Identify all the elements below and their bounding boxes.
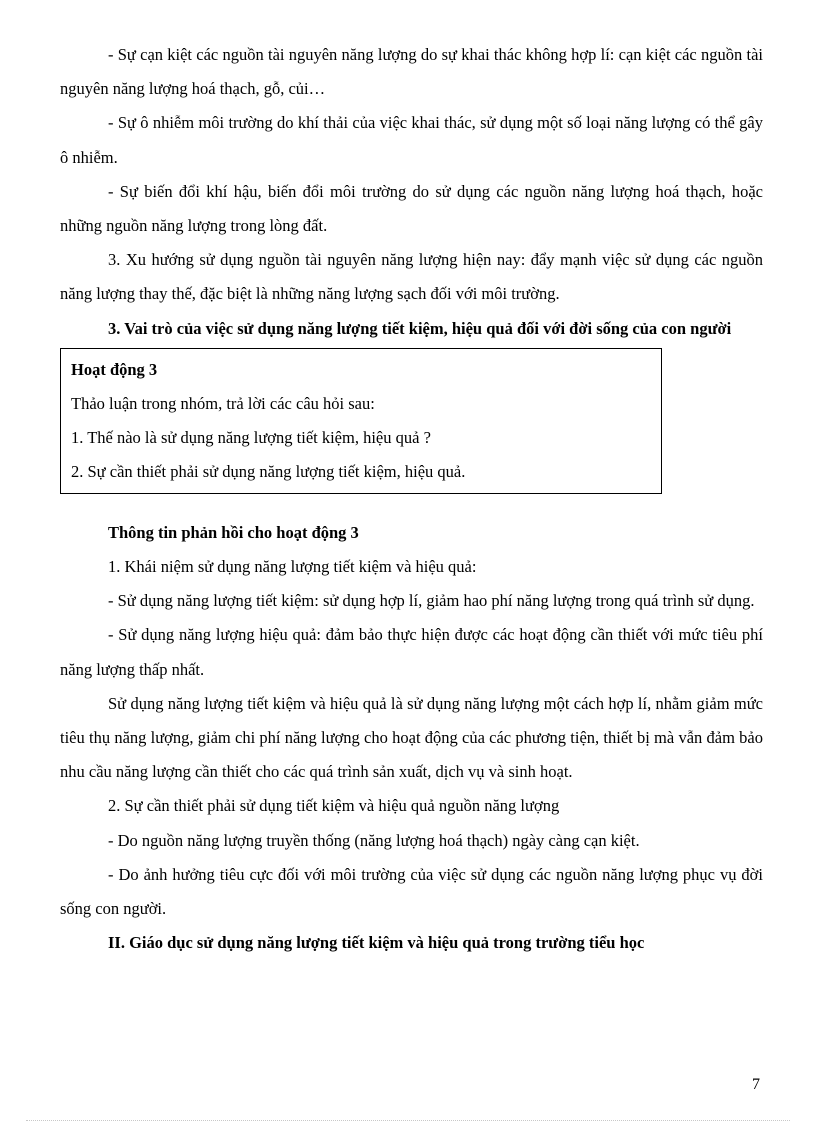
paragraph-environment-reason: - Do ảnh hưởng tiêu cực đối với môi trường của việc sử dụng các nguồn năng lượng phục vụ đời sống con người. [60, 864, 763, 919]
activity-box [60, 348, 662, 494]
paragraph-summary: Sử dụng năng lượng tiết kiệm và hiệu quả là sử dụng năng lượng một cách hợp lí, nhằm giảm mức tiêu thụ năng lượng, giảm chi phí năng lượng cho hoạt động của các phương tiện, thiết bị mà vẫn đảm bảo nhu cầu năng lượng cần thiết cho các quá trình sản xuất, dịch vụ và sinh hoạt. [60, 693, 763, 782]
paragraph-pollution: - Sự ô nhiễm môi trường do khí thải của việc khai thác, sử dụng một số loại năng lượng có thể gây ô nhiễm. [60, 113, 763, 167]
footer-divider [26, 1120, 790, 1121]
paragraph-saving-definition: - Sử dụng năng lượng tiết kiệm: sử dụng hợp lí, giảm hao phí năng lượng trong quá trình sử dụng. [108, 591, 755, 611]
page-number: 7 [752, 1076, 760, 1093]
activity-line: 1. Thế nào là sử dụng năng lượng tiết kiệm, hiệu quả ? [71, 427, 431, 447]
spacer [60, 494, 763, 516]
paragraph-resource-depletion: - Sự cạn kiệt các nguồn tài nguyên năng lượng do sự khai thác không hợp lí: cạn kiệt các nguồn tài nguyên năng lượng hoá thạch, gỗ, củi… [60, 45, 763, 99]
paragraph-depletion-reason: - Do nguồn năng lượng truyền thống (năng lượng hoá thạch) ngày càng cạn kiệt. [108, 830, 640, 850]
paragraph-efficiency-definition: - Sử dụng năng lượng hiệu quả: đảm bảo thực hiện được các hoạt động cần thiết với mức tiêu phí năng lượng thấp nhất. [60, 625, 763, 679]
paragraph-usage-trend: 3. Xu hướng sử dụng nguồn tài nguyên năng lượng hiện nay: đẩy mạnh việc sử dụng các nguồn năng lượng thay thế, đặc biệt là những năng lượng sạch đối với môi trường. [60, 250, 763, 304]
section-II-heading: II. Giáo dục sử dụng năng lượng tiết kiệm và hiệu quả trong trường tiểu học [108, 933, 645, 953]
feedback-heading: Thông tin phản hồi cho hoạt động 3 [108, 522, 359, 542]
paragraph-concept: 1. Khái niệm sử dụng năng lượng tiết kiệm và hiệu quả: [108, 557, 477, 577]
paragraph-climate-change: - Sự biến đổi khí hậu, biến đổi môi trường do sử dụng các nguồn năng lượng hoá thạch, hoặc những nguồn năng lượng trong lòng đất. [60, 181, 763, 236]
activity-title: Hoạt động 3 [71, 359, 158, 379]
page-content [60, 38, 763, 960]
activity-line: Thảo luận trong nhóm, trả lời các câu hỏi sau: [71, 393, 375, 413]
activity-line: 2. Sự cần thiết phải sử dụng năng lượng tiết kiệm, hiệu quả. [71, 461, 466, 481]
paragraph-necessity: 2. Sự cần thiết phải sử dụng tiết kiệm và hiệu quả nguồn năng lượng [108, 796, 560, 816]
section-3-heading: 3. Vai trò của việc sử dụng năng lượng tiết kiệm, hiệu quả đối với đời sống của con người [108, 318, 732, 338]
